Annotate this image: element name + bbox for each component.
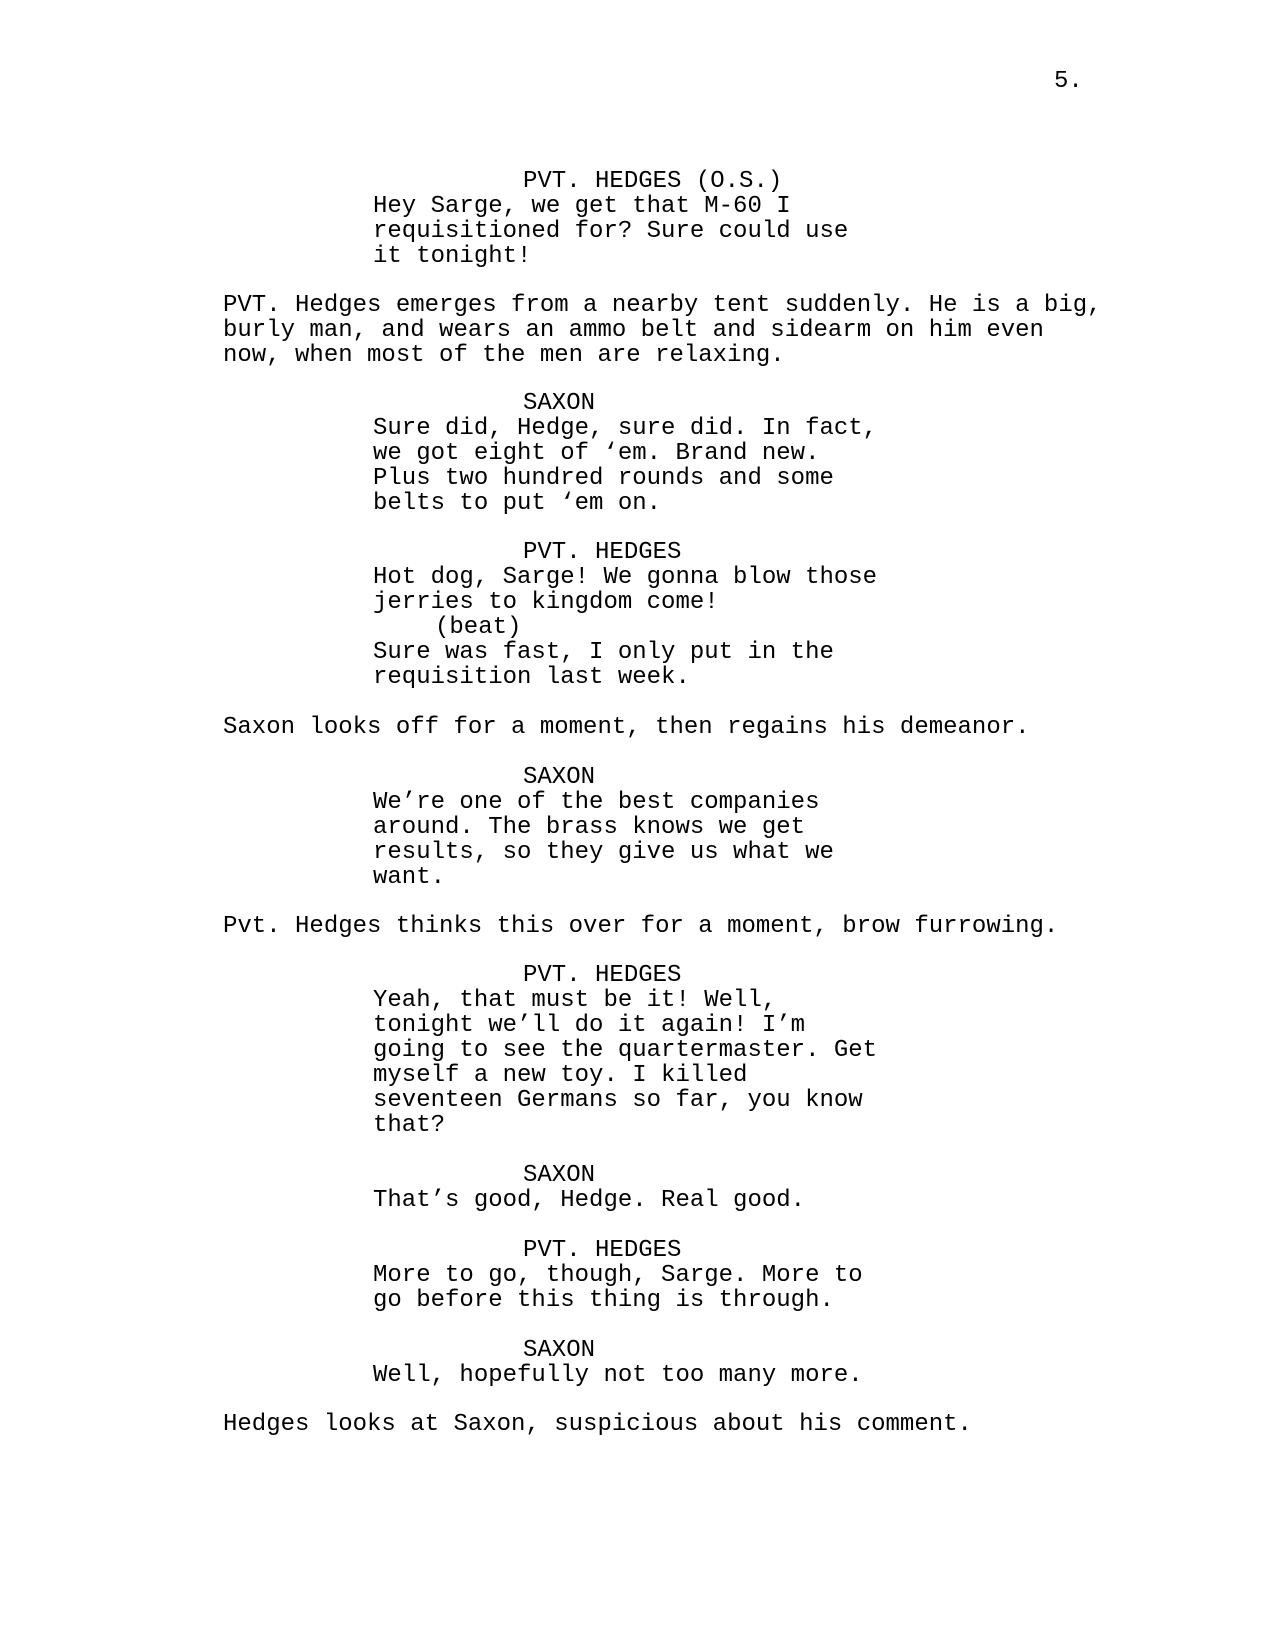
dialogue-line: want. — [373, 864, 446, 891]
action-line: PVT. Hedges emerges from a nearby tent suddenly. He is a big, — [223, 292, 1102, 319]
dialogue-line: myself a new toy. I killed — [373, 1062, 748, 1089]
character-cue: SAXON — [523, 1162, 596, 1189]
dialogue-line: requisitioned for? Sure could use — [373, 218, 849, 245]
character-cue: PVT. HEDGES — [523, 962, 682, 989]
dialogue-line: jerries to kingdom come! — [373, 589, 719, 616]
action-line: Saxon looks off for a moment, then regains his demeanor. — [223, 714, 1030, 741]
dialogue-line: Plus two hundred rounds and some — [373, 465, 834, 492]
action-line: burly man, and wears an ammo belt and sidearm on him even — [223, 317, 1044, 344]
dialogue-line: around. The brass knows we get — [373, 814, 806, 841]
dialogue-line: it tonight! — [373, 243, 532, 270]
dialogue-line: Sure was fast, I only put in the — [373, 639, 834, 666]
dialogue-line: that? — [373, 1112, 446, 1139]
dialogue-line: results, so they give us what we — [373, 839, 834, 866]
page-number: 5. — [1054, 68, 1083, 95]
dialogue-line: we got eight of ‘em. Brand new. — [373, 440, 820, 467]
dialogue-line: go before this thing is through. — [373, 1287, 834, 1314]
dialogue-line: Hey Sarge, we get that M-60 I — [373, 193, 791, 220]
dialogue-line: That’s good, Hedge. Real good. — [373, 1187, 806, 1214]
dialogue-line: belts to put ‘em on. — [373, 490, 662, 517]
character-cue: PVT. HEDGES (O.S.) — [523, 168, 783, 195]
dialogue-line: Yeah, that must be it! Well, — [373, 987, 777, 1014]
character-cue: PVT. HEDGES — [523, 539, 682, 566]
dialogue-line: seventeen Germans so far, you know — [373, 1087, 863, 1114]
dialogue-line: Hot dog, Sarge! We gonna blow those — [373, 564, 878, 591]
dialogue-line: going to see the quartermaster. Get — [373, 1037, 878, 1064]
action-line: Pvt. Hedges thinks this over for a moment, brow furrowing. — [223, 913, 1059, 940]
parenthetical: (beat) — [435, 614, 522, 641]
action-line: now, when most of the men are relaxing. — [223, 342, 785, 369]
character-cue: SAXON — [523, 390, 596, 417]
action-line: Hedges looks at Saxon, suspicious about his comment. — [223, 1411, 972, 1438]
character-cue: SAXON — [523, 1337, 596, 1364]
dialogue-line: tonight we’ll do it again! I’m — [373, 1012, 806, 1039]
dialogue-line: requisition last week. — [373, 664, 690, 691]
dialogue-line: Well, hopefully not too many more. — [373, 1362, 863, 1389]
dialogue-line: We’re one of the best companies — [373, 789, 820, 816]
dialogue-line: Sure did, Hedge, sure did. In fact, — [373, 415, 878, 442]
character-cue: PVT. HEDGES — [523, 1237, 682, 1264]
character-cue: SAXON — [523, 764, 596, 791]
dialogue-line: More to go, though, Sarge. More to — [373, 1262, 863, 1289]
